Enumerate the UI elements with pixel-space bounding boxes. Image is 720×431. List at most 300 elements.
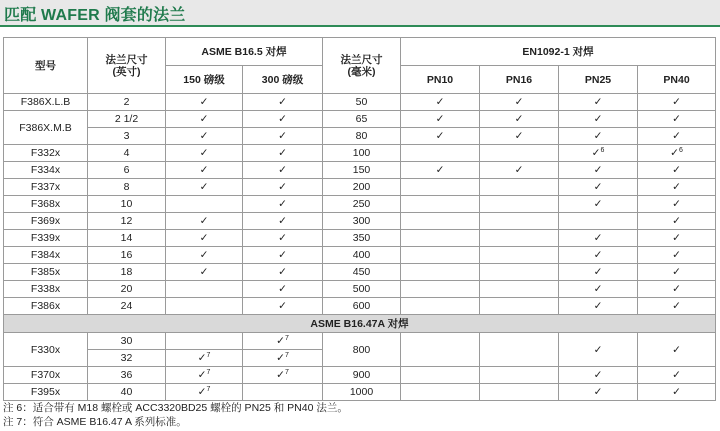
model-cell-value: F337x [30,181,61,193]
model-cell [4,333,88,367]
class150-cell [166,367,243,384]
mm-cell-value: 500 [352,283,371,295]
pn16-cell [480,145,559,162]
model-cell [4,230,88,247]
inch-cell [88,213,166,230]
inch-cell-value: 16 [120,249,133,261]
pn40-cell-value: ✓ [672,283,681,295]
pn25-cell [559,384,638,401]
model-cell [4,94,88,111]
class150-cell-value: ✓ [199,113,209,125]
class150-cell-value: ✓ [199,215,209,227]
class150-cell [166,384,243,401]
pn40-cell-value: ✓ [670,147,679,159]
pn10-cell [401,94,480,111]
table-row [4,230,716,247]
mm-cell [323,196,401,213]
class300-cell-value: ✓ [276,369,285,381]
pn40-cell [638,247,716,264]
header-asme-group: ASME B16.5 对焊 [166,38,323,66]
model-cell [4,384,88,401]
pn40-cell-note-ref: 6 [678,147,683,154]
class300-cell [243,213,323,230]
class300-cell [243,111,323,128]
pn16-cell-value: ✓ [514,130,524,142]
mm-cell-value: 350 [352,232,371,244]
class300-cell-value: ✓ [278,164,287,176]
pn10-cell-value: ✓ [435,164,445,176]
pn25-cell-value: ✓ [593,283,603,295]
class150-cell-note-ref: 7 [206,386,211,393]
inch-cell [88,350,166,367]
class300-cell [243,367,323,384]
pn25-cell-value: ✓ [591,147,601,159]
pn40-cell [638,281,716,298]
class300-cell [243,264,323,281]
class300-cell [243,145,323,162]
mm-cell-value: 1000 [349,386,374,398]
title-bar [0,0,720,27]
mm-cell [323,247,401,264]
pn16-cell-value: ✓ [514,164,524,176]
model-cell [4,367,88,384]
class150-cell-value: ✓ [197,386,207,398]
class150-cell [166,298,243,315]
pn40-cell [638,196,716,213]
mm-cell-value: 80 [355,130,368,142]
subhead-asme-b16-47a: ASME B16.47A 对焊 [4,315,716,333]
table-row [4,333,716,350]
table-subhead [4,315,716,333]
inch-cell-value: 18 [120,266,133,278]
mm-cell [323,94,401,111]
pn10-cell-value: ✓ [435,130,445,142]
pn40-cell-value: ✓ [672,386,681,398]
pn10-cell [401,230,480,247]
header-flange-size-mm-text: 法兰尺寸 (毫米) [340,53,383,78]
class150-cell-value: ✓ [199,181,209,193]
pn10-cell [401,384,480,401]
inch-cell-value: 12 [120,215,133,227]
class150-cell [166,350,243,367]
pn16-cell [480,179,559,196]
pn16-cell [480,298,559,315]
pn25-cell [559,281,638,298]
inch-cell-value: 3 [123,130,130,142]
pn25-cell [559,94,638,111]
pn25-cell-value: ✓ [593,232,603,244]
model-cell-value: F384x [30,249,61,261]
model-cell-value: F386X.L.B [20,96,71,108]
class300-cell-value: ✓ [278,232,287,244]
inch-cell [88,145,166,162]
class150-cell [166,179,243,196]
pn10-cell [401,111,480,128]
pn40-cell-value: ✓ [672,181,681,193]
pn40-cell-value: ✓ [672,232,681,244]
table-row [4,111,716,128]
class300-cell-value: ✓ [278,249,287,261]
class150-cell-value: ✓ [199,96,209,108]
inch-cell-value: 36 [120,369,133,381]
inch-cell [88,111,166,128]
table-body-asme-b16-5 [4,94,716,315]
mm-cell-value: 300 [352,215,371,227]
pn40-cell-value: ✓ [672,369,681,381]
inch-cell [88,281,166,298]
model-cell-value: F330x [30,343,61,356]
class300-cell-note-ref: 7 [284,369,289,376]
class300-cell-value: ✓ [278,198,287,210]
pn40-cell [638,162,716,179]
pn40-cell-value: ✓ [672,130,681,142]
pn10-cell-value: ✓ [435,113,445,125]
table-row [4,196,716,213]
pn25-cell [559,264,638,281]
mm-cell-value: 400 [352,249,371,261]
inch-cell-value: 20 [120,283,133,295]
pn25-cell [559,333,638,367]
class300-cell [243,281,323,298]
pn25-cell [559,230,638,247]
pn16-cell [480,247,559,264]
table-row [4,128,716,145]
mm-cell [323,298,401,315]
model-cell [4,213,88,230]
mm-cell [323,179,401,196]
mm-cell [323,384,401,401]
pn25-cell-note-ref: 6 [600,147,605,154]
inch-cell [88,298,166,315]
mm-cell [323,264,401,281]
pn25-cell [559,162,638,179]
pn10-cell [401,367,480,384]
pn25-cell [559,247,638,264]
pn16-cell [480,281,559,298]
mm-cell-value: 50 [355,96,368,108]
mm-cell [323,162,401,179]
class300-cell-value: ✓ [278,266,287,278]
class150-cell-note-ref: 7 [206,352,211,359]
pn40-cell [638,230,716,247]
pn40-cell-value: ✓ [672,343,681,356]
class300-cell [243,94,323,111]
pn25-cell [559,213,638,230]
class300-cell-value: ✓ [276,335,285,347]
pn16-cell [480,264,559,281]
model-cell [4,162,88,179]
pn10-cell [401,179,480,196]
inch-cell-value: 32 [120,352,133,364]
model-cell-value: F385x [30,266,61,278]
mm-cell [323,281,401,298]
pn16-cell [480,162,559,179]
notes [3,401,348,429]
class300-cell [243,350,323,367]
class300-cell [243,162,323,179]
class150-cell [166,247,243,264]
class150-cell-value: ✓ [199,164,209,176]
pn40-cell [638,94,716,111]
model-cell-value: F370x [30,369,61,381]
header-model: 型号 [4,38,88,94]
class150-cell [166,230,243,247]
pn10-cell [401,298,480,315]
pn10-cell [401,213,480,230]
model-cell-value: F334x [30,164,61,176]
mm-cell-value: 800 [352,343,371,356]
pn10-cell [401,162,480,179]
inch-cell [88,264,166,281]
class150-cell [166,94,243,111]
pn16-cell [480,333,559,367]
model-cell-value: F338x [30,283,61,295]
header-class300: 300 磅级 [243,66,323,94]
table-row [4,94,716,111]
mm-cell-value: 900 [352,369,371,381]
pn25-cell-value: ✓ [593,266,603,278]
pn10-cell [401,128,480,145]
class300-cell-value: ✓ [278,181,287,193]
model-cell [4,281,88,298]
inch-cell [88,94,166,111]
pn25-cell [559,128,638,145]
model-cell-value: F386x [30,300,61,312]
class300-cell-value: ✓ [278,147,287,159]
table-row [4,145,716,162]
class300-cell-value: ✓ [278,96,287,108]
model-cell [4,298,88,315]
inch-cell-value: 40 [120,386,133,398]
pn40-cell [638,367,716,384]
class150-cell [166,196,243,213]
header-flange-size-mm [323,38,401,94]
pn10-cell [401,264,480,281]
class300-cell-value: ✓ [278,300,287,312]
mm-cell-value: 250 [352,198,371,210]
class300-cell-note-ref: 7 [284,335,289,342]
inch-cell-value: 8 [123,181,130,193]
pn25-cell-value: ✓ [593,113,603,125]
pn40-cell-value: ✓ [672,164,681,176]
class300-cell [243,298,323,315]
pn25-cell [559,367,638,384]
pn25-cell [559,111,638,128]
header-flange-size-inch-text: 法兰尺寸 (英寸) [105,53,148,78]
pn16-cell [480,128,559,145]
inch-cell [88,162,166,179]
inch-cell [88,196,166,213]
mm-cell [323,367,401,384]
pn40-cell-value: ✓ [672,249,681,261]
class300-cell [243,128,323,145]
table-row [4,247,716,264]
class150-cell-value: ✓ [199,266,209,278]
inch-cell-value: 6 [123,164,130,176]
model-cell [4,111,88,145]
pn25-cell [559,145,638,162]
inch-cell-value: 4 [123,147,130,159]
pn25-cell [559,298,638,315]
class150-cell-value: ✓ [199,130,209,142]
pn16-cell [480,367,559,384]
class300-cell [243,333,323,350]
table-row [4,281,716,298]
inch-cell [88,128,166,145]
class300-cell-value: ✓ [278,283,287,295]
model-cell-value: F386X.M.B [19,121,72,134]
pn10-cell [401,281,480,298]
pn25-cell-value: ✓ [593,164,603,176]
pn40-cell [638,298,716,315]
mm-cell [323,145,401,162]
class300-cell [243,196,323,213]
inch-cell [88,333,166,350]
class300-cell [243,230,323,247]
mm-cell-value: 600 [352,300,371,312]
pn40-cell-value: ✓ [672,300,681,312]
mm-cell [323,333,401,367]
mm-cell-value: 150 [352,164,371,176]
table-row [4,367,716,384]
mm-cell [323,213,401,230]
pn40-cell-value: ✓ [672,266,681,278]
table-row [4,213,716,230]
pn16-cell-value: ✓ [514,96,524,108]
class150-cell [166,333,243,350]
pn10-cell [401,333,480,367]
header-pn25: PN25 [559,66,638,94]
inch-cell [88,367,166,384]
pn40-cell [638,213,716,230]
class150-cell [166,281,243,298]
inch-cell-value: 24 [120,300,133,312]
inch-cell-value: 10 [120,198,133,210]
header-class150: 150 磅级 [166,66,243,94]
pn25-cell-value: ✓ [593,300,603,312]
mm-cell-value: 65 [355,113,368,125]
pn25-cell-value: ✓ [593,130,603,142]
class300-cell-value: ✓ [278,130,287,142]
inch-cell-value: 14 [120,232,133,244]
class150-cell [166,162,243,179]
table-row [4,162,716,179]
pn10-cell [401,196,480,213]
pn25-cell-value: ✓ [593,369,603,381]
pn40-cell [638,128,716,145]
inch-cell-value: 2 1/2 [114,113,139,125]
class150-cell-value: ✓ [199,232,209,244]
model-cell [4,196,88,213]
header-pn10: PN10 [401,66,480,94]
note-7: 注 7：符合 ASME B16.47 A 系列标准。 [3,416,187,428]
pn25-cell-value: ✓ [593,343,603,356]
mm-cell [323,111,401,128]
mm-cell [323,230,401,247]
pn40-cell [638,111,716,128]
pn25-cell-value: ✓ [593,249,603,261]
pn16-cell [480,94,559,111]
pn40-cell [638,264,716,281]
pn40-cell [638,145,716,162]
model-cell [4,247,88,264]
pn16-cell [480,384,559,401]
mm-cell [323,128,401,145]
pn40-cell-value: ✓ [672,113,681,125]
model-cell-value: F395x [30,386,61,398]
pn16-cell-value: ✓ [514,113,524,125]
class150-cell [166,213,243,230]
flange-table [3,37,716,401]
inch-cell [88,247,166,264]
pn40-cell-value: ✓ [672,198,681,210]
model-cell-value: F339x [30,232,61,244]
inch-cell [88,230,166,247]
pn40-cell [638,384,716,401]
pn40-cell-value: ✓ [672,96,681,108]
mm-cell-value: 200 [352,181,371,193]
class150-cell-note-ref: 7 [206,369,211,376]
pn10-cell [401,247,480,264]
pn10-cell [401,145,480,162]
class300-cell [243,247,323,264]
pn40-cell [638,333,716,367]
table-body-asme-b16-47a [4,333,716,401]
table-row [4,264,716,281]
pn16-cell [480,230,559,247]
page-title: 匹配 WAFER 阀套的法兰 [4,7,186,24]
note-6: 注 6：适合带有 M18 螺栓或 ACC3320BD25 螺栓的 PN25 和 PN40 法兰。 [3,402,348,414]
pn16-cell [480,111,559,128]
inch-cell-value: 30 [120,335,133,347]
model-cell [4,179,88,196]
pn25-cell [559,196,638,213]
class150-cell-value: ✓ [199,249,209,261]
model-cell [4,145,88,162]
model-cell-value: F332x [30,147,61,159]
class300-cell [243,179,323,196]
pn25-cell [559,179,638,196]
class300-cell-note-ref: 7 [284,352,289,359]
inch-cell [88,384,166,401]
pn10-cell-value: ✓ [435,96,445,108]
pn40-cell [638,179,716,196]
header-pn40: PN40 [638,66,716,94]
class150-cell-value: ✓ [197,369,207,381]
inch-cell [88,179,166,196]
table-row [4,384,716,401]
class150-cell [166,145,243,162]
pn25-cell-value: ✓ [593,181,603,193]
model-cell [4,264,88,281]
table-row [4,179,716,196]
model-cell-value: F368x [30,198,61,210]
pn16-cell [480,213,559,230]
mm-cell-value: 450 [352,266,371,278]
class300-cell [243,384,323,401]
inch-cell-value: 2 [123,96,130,108]
pn25-cell-value: ✓ [593,96,603,108]
class300-cell-value: ✓ [276,352,285,364]
class150-cell-value: ✓ [199,147,209,159]
header-flange-size-inch [88,38,166,94]
class150-cell [166,128,243,145]
class150-cell [166,264,243,281]
pn25-cell-value: ✓ [593,198,603,210]
pn16-cell [480,196,559,213]
header-en-group: EN1092-1 对焊 [401,38,716,66]
mm-cell-value: 100 [352,147,371,159]
